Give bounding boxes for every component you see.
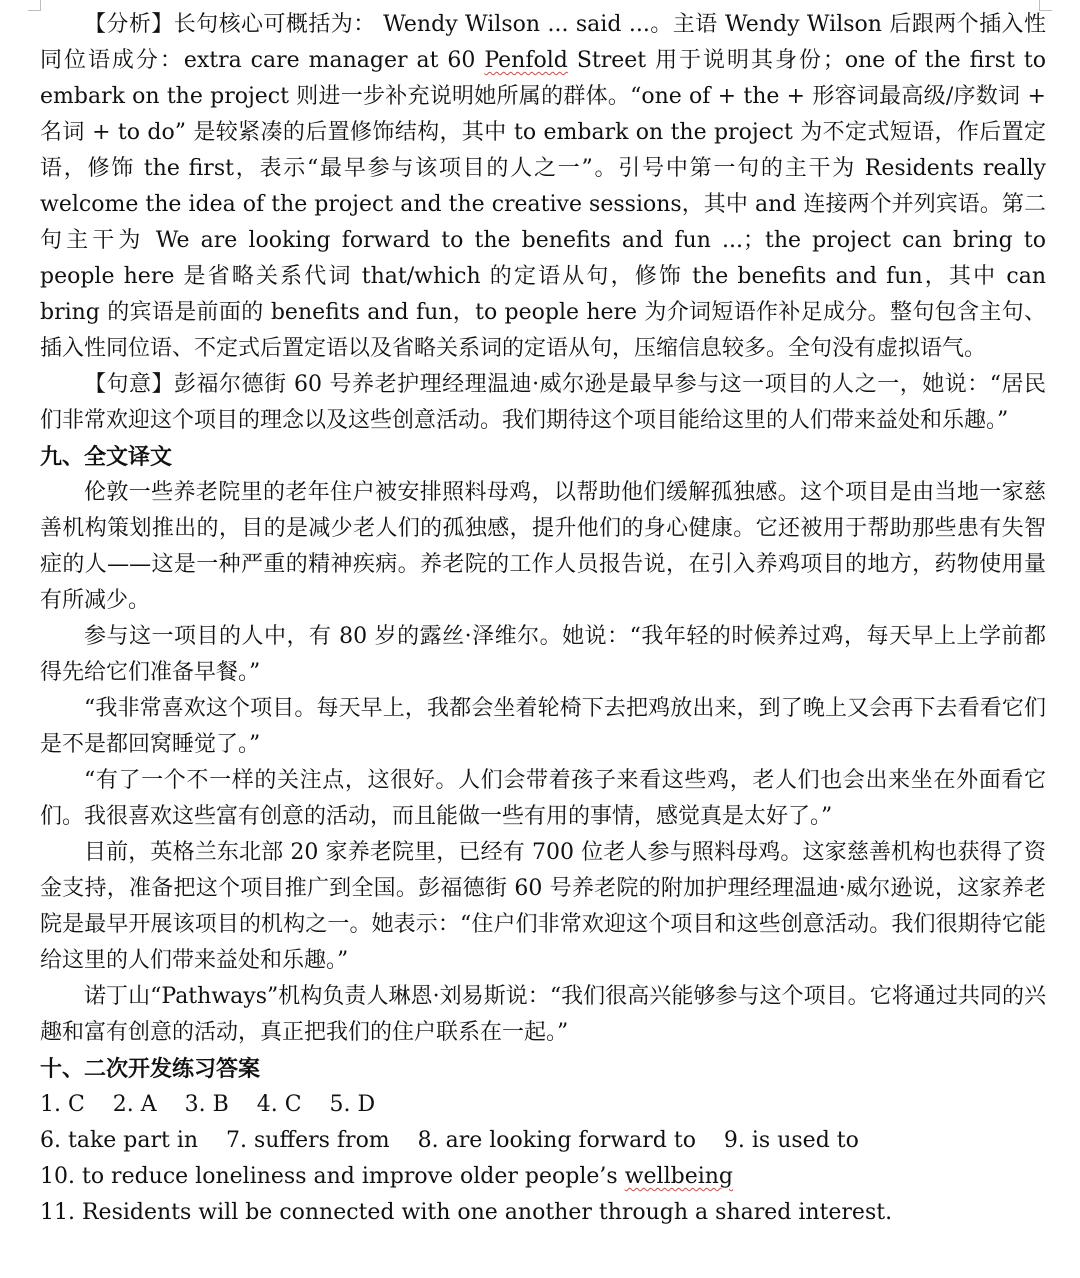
translation-paragraph-4: “有了一个不一样的关注点，这很好。人们会带着孩子来看这些鸡，老人们也会出来坐在外面看它们。我很喜欢这些富有创意的活动，而且能做一些有用的事情，感觉真是太好了。” (40, 768, 1046, 829)
sentence-meaning-text: 彭福尔德街 60 号养老护理经理温迪·威尔逊是最早参与这一项目的人之一，她说：“居民们非常欢迎这个项目的理念以及这些创意活动。我们期待这个项目能给这里的人们带来益处和乐趣。” (40, 372, 1046, 433)
analysis-label: 【分析】 (84, 12, 174, 37)
answer-line-2: 6. take part in 7. suffers from 8. are looking forward to 9. is used to (40, 1128, 859, 1153)
sentence-meaning-label: 【句意】 (84, 372, 175, 397)
analysis-text-before: 长句核心可概括为： Wendy Wilson ... said ...。主语 Wendy Wilson 后跟两个插入性同位语成分：extra care manager at 60 (40, 12, 1046, 73)
translation-paragraph-6: 诺丁山“Pathways”机构负责人琳恩·刘易斯说：“我们很高兴能够参与这个项目。它将通过共同的兴趣和富有创意的活动，真正把我们的住户联系在一起。” (40, 984, 1046, 1045)
document-page (40, 7, 1046, 1231)
analysis-paragraph (40, 7, 1046, 367)
translation-paragraph-5: 目前，英格兰东北部 20 家养老院里，已经有 700 位老人参与照料母鸡。这家慈善机构也获得了资金支持，准备把这个项目推广到全国。彭福德街 60 号养老院的附加护理经理温迪·威尔逊说，这家养老院是最早开展该项目的机构之一。她表示：“住户们非常欢迎这个项目和这些创意活动。我们很期待它能给这里的人们带来益处和乐趣。” (40, 840, 1046, 973)
translation-paragraph-3: “我非常喜欢这个项目。每天早上，我都会坐着轮椅下去把鸡放出来，到了晚上又会再下去看看它们是不是都回窝睡觉了。” (40, 696, 1046, 757)
answer-line-3 (40, 1159, 1046, 1195)
analysis-text-after: Street 用于说明其身份；one of the first to embark on the project 则进一步补充说明她所属的群体。“one of + the + 形容词最高级/序数词 + 名词 + to do” 是较紧凑的后置修饰结构，其中 to embark on the project 为不定式短语，作后置定语，修饰 the first，表示“最早参与该项目的人之一”。引号中第一句的主干为 Residents really welcome the idea of the project and the creative sessions，其中 and 连接两个并列宾语。第二句主干为 We are looking forward to the benefits and fun ...；the project can bring to people here 是省略关系代词 that/which 的定语从句，修饰 the benefits and fun，其中 can bring 的宾语是前面的 benefits and fun，to people here 为介词短语作补足成分。整句包含主句、插入性同位语、不定式后置定语以及省略关系词的定语从句，压缩信息较多。全句没有虚拟语气。 (40, 48, 1046, 361)
section-9-heading: 九、全文译文 (40, 444, 173, 470)
analysis-spellcheck-word: Penfold (484, 48, 568, 73)
translation-paragraph-1: 伦敦一些养老院里的老年住户被安排照料母鸡，以帮助他们缓解孤独感。这个项目是由当地一家慈善机构策划推出的，目的是减少老人们的孤独感，提升他们的身心健康。它还被用于帮助那些患有失智症的人——这是一种严重的精神疾病。养老院的工作人员报告说，在引入养鸡项目的地方，药物使用量有所减少。 (40, 480, 1046, 613)
answer-line-3-text: 10. to reduce loneliness and improve older people’s (40, 1164, 625, 1189)
answer-line-3-spellcheck-word: wellbeing (624, 1164, 734, 1189)
answer-line-1: 1. C 2. A 3. B 4. C 5. D (40, 1092, 376, 1117)
section-10-heading: 十、二次开发练习答案 (40, 1056, 261, 1082)
sentence-meaning-paragraph (40, 367, 1046, 439)
translation-paragraph-2: 参与这一项目的人中，有 80 岁的露丝·泽维尔。她说：“我年轻的时候养过鸡，每天早上上学前都得先给它们准备早餐。” (40, 624, 1046, 685)
answer-line-4: 11. Residents will be connected with one another through a shared interest. (40, 1200, 893, 1225)
